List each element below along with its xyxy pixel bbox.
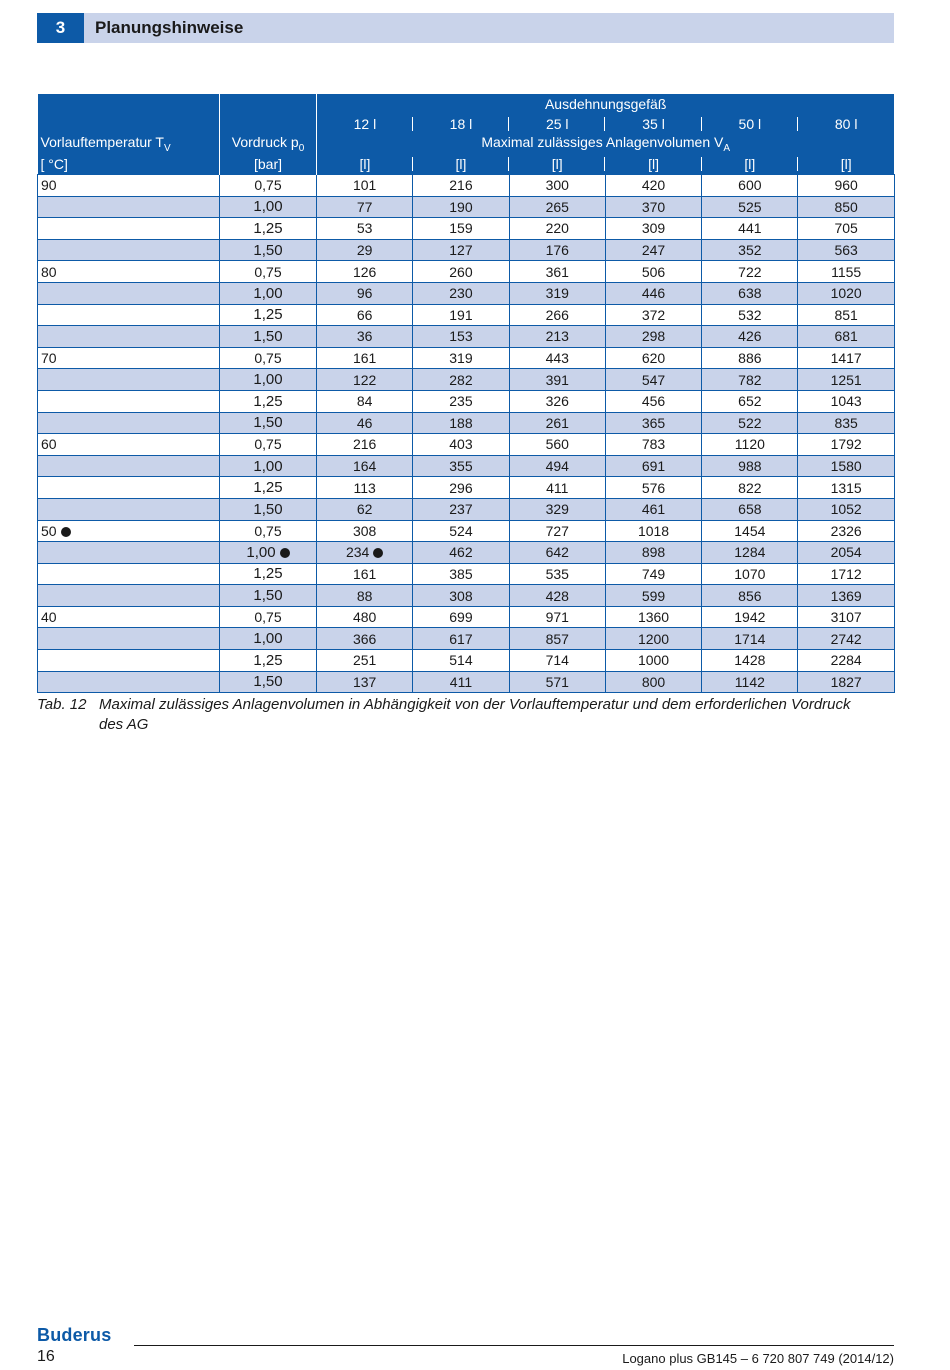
volume-cell: 66 xyxy=(317,304,413,326)
volume-cell: 1142 xyxy=(702,671,798,693)
table-row xyxy=(38,175,895,197)
volume-cell: 372 xyxy=(605,304,701,326)
temp-unit: [ °C] xyxy=(38,154,220,175)
table-row xyxy=(38,304,895,326)
volume-cell: 971 xyxy=(509,606,605,628)
volume-cell: 161 xyxy=(317,347,413,369)
volume-cell: 126 xyxy=(317,261,413,283)
temperature-cell: 70 xyxy=(38,347,220,369)
expansion-vessel-table xyxy=(37,94,895,693)
volume-cell: 494 xyxy=(509,455,605,477)
vessel-size: 25 l xyxy=(509,114,605,134)
volume-cell: 127 xyxy=(413,239,509,261)
volume-cell: 113 xyxy=(317,477,413,499)
volume-cell: 282 xyxy=(413,369,509,391)
table-row xyxy=(38,412,895,434)
volume-unit: [l] xyxy=(702,154,798,175)
volume-cell: 1315 xyxy=(798,477,894,499)
pressure-cell: 1,25 xyxy=(220,304,317,326)
temp-column-header: Vorlauftemperatur $T_V$ xyxy=(38,134,220,154)
volume-unit: [l] xyxy=(509,154,605,175)
volume-cell: 1284 xyxy=(702,542,798,564)
volume-cell: 714 xyxy=(509,650,605,672)
volume-cell: 456 xyxy=(605,390,701,412)
volume-cell: 727 xyxy=(509,520,605,542)
volume-cell: 443 xyxy=(509,347,605,369)
table-row xyxy=(38,671,895,693)
volume-cell: 420 xyxy=(605,175,701,197)
volume-cell: 461 xyxy=(605,498,701,520)
chapter-number: 3 xyxy=(37,13,84,43)
volume-cell: 705 xyxy=(798,218,894,240)
header-row-units xyxy=(38,154,895,175)
volume-cell: 1052 xyxy=(798,498,894,520)
volume-cell: 851 xyxy=(798,304,894,326)
volume-cell: 522 xyxy=(702,412,798,434)
volume-cell: 822 xyxy=(702,477,798,499)
volume-cell: 749 xyxy=(605,563,701,585)
pressure-cell: 1,50 xyxy=(220,585,317,607)
pressure-cell: 0,75 xyxy=(220,261,317,283)
volume-cell: 1428 xyxy=(702,650,798,672)
volume-cell: 261 xyxy=(509,412,605,434)
pressure-cell: 0,75 xyxy=(220,175,317,197)
volume-cell: 886 xyxy=(702,347,798,369)
volume-cell: 385 xyxy=(413,563,509,585)
table-row xyxy=(38,347,895,369)
volume-cell: 235 xyxy=(413,390,509,412)
volume-cell: 560 xyxy=(509,434,605,456)
volume-unit: [l] xyxy=(317,154,413,175)
volume-cell: 191 xyxy=(413,304,509,326)
volume-unit: [l] xyxy=(798,154,894,175)
volume-cell: 370 xyxy=(605,196,701,218)
volume-cell: 411 xyxy=(509,477,605,499)
pressure-cell: 1,50 xyxy=(220,498,317,520)
volume-cell: 1043 xyxy=(798,390,894,412)
pressure-cell: 1,25 xyxy=(220,218,317,240)
table-row xyxy=(38,606,895,628)
volume-cell: 77 xyxy=(317,196,413,218)
pressure-cell: 0,75 xyxy=(220,606,317,628)
caption-label: Tab. 12 xyxy=(37,696,87,713)
caption-text: Maximal zulässiges Anlagenvolumen in Abhängigkeit von der Vorlauftemperatur und dem erforderlichen Vordruck xyxy=(99,696,851,713)
table-row xyxy=(38,434,895,456)
volume-cell: 1454 xyxy=(702,520,798,542)
volume-cell: 658 xyxy=(702,498,798,520)
volume-cell: 176 xyxy=(509,239,605,261)
volume-cell: 782 xyxy=(702,369,798,391)
table-row xyxy=(38,390,895,412)
temperature-cell: 60 xyxy=(38,434,220,456)
volume-cell: 571 xyxy=(509,671,605,693)
pressure-cell: 1,25 xyxy=(220,650,317,672)
volume-cell: 2284 xyxy=(798,650,894,672)
volume-cell: 547 xyxy=(605,369,701,391)
header-row-sizes xyxy=(38,114,895,134)
pressure-cell: 1,00 xyxy=(220,542,317,564)
volume-cell: 2742 xyxy=(798,628,894,650)
pressure-unit: [bar] xyxy=(220,154,317,175)
volume-cell: 1417 xyxy=(798,347,894,369)
table-body xyxy=(38,175,895,693)
temperature-cell: 40 xyxy=(38,606,220,628)
volume-cell: 391 xyxy=(509,369,605,391)
pressure-cell: 1,00 xyxy=(220,628,317,650)
volume-cell: 1070 xyxy=(702,563,798,585)
group-header: Ausdehnungsgefäß xyxy=(317,94,895,114)
pressure-cell: 1,00 xyxy=(220,369,317,391)
volume-cell: 352 xyxy=(702,239,798,261)
pressure-cell: 1,50 xyxy=(220,671,317,693)
temperature-cell xyxy=(38,455,220,477)
volume-cell: 576 xyxy=(605,477,701,499)
volume-cell: 234 xyxy=(317,542,413,564)
temperature-cell xyxy=(38,218,220,240)
pressure-column-header: Vordruck $p_0$ xyxy=(220,134,317,154)
document-reference: Logano plus GB145 – 6 720 807 749 (2014/12) xyxy=(622,1351,894,1366)
volume-cell: 722 xyxy=(702,261,798,283)
temperature-cell xyxy=(38,628,220,650)
volume-cell: 642 xyxy=(509,542,605,564)
pressure-cell: 0,75 xyxy=(220,520,317,542)
temperature-cell xyxy=(38,326,220,348)
volume-cell: 300 xyxy=(509,175,605,197)
temperature-cell xyxy=(38,671,220,693)
table-row xyxy=(38,650,895,672)
volume-cell: 137 xyxy=(317,671,413,693)
volume-cell: 617 xyxy=(413,628,509,650)
table-row xyxy=(38,542,895,564)
volume-cell: 216 xyxy=(413,175,509,197)
vessel-size: 18 l xyxy=(413,114,509,134)
table-row xyxy=(38,455,895,477)
temperature-cell xyxy=(38,542,220,564)
temperature-cell xyxy=(38,412,220,434)
volume-cell: 96 xyxy=(317,282,413,304)
volume-cell: 988 xyxy=(702,455,798,477)
header-row-labels xyxy=(38,134,895,154)
volume-cell: 159 xyxy=(413,218,509,240)
table-row xyxy=(38,326,895,348)
volume-cell: 1792 xyxy=(798,434,894,456)
volume-cell: 411 xyxy=(413,671,509,693)
volume-header: Maximal zulässiges Anlagenvolumen $V_A$ xyxy=(317,134,895,154)
table-row xyxy=(38,563,895,585)
caption-text-continued: des AG xyxy=(99,716,149,733)
temperature-cell: 90 xyxy=(38,175,220,197)
temperature-cell xyxy=(38,390,220,412)
volume-cell: 428 xyxy=(509,585,605,607)
volume-cell: 3107 xyxy=(798,606,894,628)
volume-cell: 190 xyxy=(413,196,509,218)
volume-cell: 563 xyxy=(798,239,894,261)
temperature-cell xyxy=(38,650,220,672)
volume-cell: 164 xyxy=(317,455,413,477)
volume-cell: 506 xyxy=(605,261,701,283)
volume-cell: 308 xyxy=(317,520,413,542)
volume-cell: 366 xyxy=(317,628,413,650)
volume-unit: [l] xyxy=(413,154,509,175)
pressure-cell: 1,50 xyxy=(220,412,317,434)
volume-cell: 681 xyxy=(798,326,894,348)
temperature-cell xyxy=(38,282,220,304)
temperature-cell xyxy=(38,477,220,499)
temperature-cell xyxy=(38,585,220,607)
chapter-header xyxy=(37,13,894,43)
volume-cell: 220 xyxy=(509,218,605,240)
volume-cell: 1714 xyxy=(702,628,798,650)
volume-cell: 835 xyxy=(798,412,894,434)
volume-cell: 403 xyxy=(413,434,509,456)
temperature-cell xyxy=(38,196,220,218)
chapter-title: Planungshinweise xyxy=(95,18,244,37)
vessel-size: 50 l xyxy=(702,114,798,134)
table-row xyxy=(38,218,895,240)
volume-cell: 101 xyxy=(317,175,413,197)
vessel-size: 35 l xyxy=(605,114,701,134)
pressure-cell: 0,75 xyxy=(220,347,317,369)
volume-cell: 251 xyxy=(317,650,413,672)
volume-cell: 850 xyxy=(798,196,894,218)
pressure-cell: 1,25 xyxy=(220,390,317,412)
pressure-cell: 1,00 xyxy=(220,282,317,304)
volume-cell: 309 xyxy=(605,218,701,240)
volume-cell: 1369 xyxy=(798,585,894,607)
volume-cell: 1155 xyxy=(798,261,894,283)
volume-cell: 237 xyxy=(413,498,509,520)
page-number: 16 xyxy=(37,1348,55,1365)
table-row xyxy=(38,628,895,650)
volume-cell: 1712 xyxy=(798,563,894,585)
volume-cell: 532 xyxy=(702,304,798,326)
bullet-marker-icon xyxy=(61,527,71,537)
volume-cell: 1020 xyxy=(798,282,894,304)
volume-cell: 480 xyxy=(317,606,413,628)
temperature-cell xyxy=(38,304,220,326)
temperature-cell xyxy=(38,563,220,585)
volume-cell: 329 xyxy=(509,498,605,520)
table-row xyxy=(38,477,895,499)
footer-divider xyxy=(134,1345,894,1346)
table-caption xyxy=(37,695,894,735)
pressure-cell: 1,00 xyxy=(220,455,317,477)
volume-cell: 355 xyxy=(413,455,509,477)
volume-cell: 514 xyxy=(413,650,509,672)
bullet-marker-icon xyxy=(280,548,290,558)
volume-cell: 319 xyxy=(413,347,509,369)
volume-cell: 62 xyxy=(317,498,413,520)
volume-cell: 266 xyxy=(509,304,605,326)
volume-cell: 1580 xyxy=(798,455,894,477)
table-row xyxy=(38,520,895,542)
volume-cell: 446 xyxy=(605,282,701,304)
volume-cell: 46 xyxy=(317,412,413,434)
volume-cell: 599 xyxy=(605,585,701,607)
volume-cell: 122 xyxy=(317,369,413,391)
volume-cell: 365 xyxy=(605,412,701,434)
table-row xyxy=(38,196,895,218)
buderus-logo: Buderus xyxy=(37,1325,112,1345)
volume-cell: 1018 xyxy=(605,520,701,542)
volume-cell: 161 xyxy=(317,563,413,585)
volume-cell: 620 xyxy=(605,347,701,369)
table-row xyxy=(38,282,895,304)
volume-cell: 1000 xyxy=(605,650,701,672)
bullet-marker-icon xyxy=(373,548,383,558)
volume-cell: 524 xyxy=(413,520,509,542)
volume-cell: 1200 xyxy=(605,628,701,650)
volume-cell: 1827 xyxy=(798,671,894,693)
pressure-cell: 1,50 xyxy=(220,239,317,261)
volume-cell: 230 xyxy=(413,282,509,304)
volume-cell: 2054 xyxy=(798,542,894,564)
table-row xyxy=(38,369,895,391)
volume-cell: 265 xyxy=(509,196,605,218)
volume-cell: 53 xyxy=(317,218,413,240)
pressure-cell: 1,25 xyxy=(220,477,317,499)
table-row xyxy=(38,239,895,261)
volume-cell: 36 xyxy=(317,326,413,348)
volume-cell: 1120 xyxy=(702,434,798,456)
volume-cell: 319 xyxy=(509,282,605,304)
volume-cell: 960 xyxy=(798,175,894,197)
pressure-cell: 1,00 xyxy=(220,196,317,218)
volume-cell: 800 xyxy=(605,671,701,693)
volume-cell: 298 xyxy=(605,326,701,348)
volume-cell: 441 xyxy=(702,218,798,240)
temperature-cell xyxy=(38,239,220,261)
volume-cell: 898 xyxy=(605,542,701,564)
temperature-cell: 50 xyxy=(38,520,220,542)
volume-cell: 88 xyxy=(317,585,413,607)
vessel-size: 80 l xyxy=(798,114,894,134)
volume-cell: 213 xyxy=(509,326,605,348)
volume-cell: 361 xyxy=(509,261,605,283)
volume-cell: 296 xyxy=(413,477,509,499)
volume-cell: 691 xyxy=(605,455,701,477)
header-row-group xyxy=(38,94,895,114)
volume-cell: 216 xyxy=(317,434,413,456)
volume-cell: 535 xyxy=(509,563,605,585)
volume-cell: 638 xyxy=(702,282,798,304)
volume-cell: 326 xyxy=(509,390,605,412)
volume-cell: 260 xyxy=(413,261,509,283)
volume-cell: 783 xyxy=(605,434,701,456)
vessel-size: 12 l xyxy=(317,114,413,134)
pressure-cell: 0,75 xyxy=(220,434,317,456)
pressure-cell: 1,50 xyxy=(220,326,317,348)
volume-cell: 525 xyxy=(702,196,798,218)
volume-cell: 699 xyxy=(413,606,509,628)
volume-cell: 462 xyxy=(413,542,509,564)
volume-cell: 1360 xyxy=(605,606,701,628)
table-row xyxy=(38,498,895,520)
pressure-cell: 1,25 xyxy=(220,563,317,585)
temperature-cell xyxy=(38,498,220,520)
table-row xyxy=(38,261,895,283)
volume-cell: 856 xyxy=(702,585,798,607)
volume-cell: 1942 xyxy=(702,606,798,628)
volume-cell: 857 xyxy=(509,628,605,650)
volume-cell: 308 xyxy=(413,585,509,607)
table-row xyxy=(38,585,895,607)
volume-cell: 247 xyxy=(605,239,701,261)
volume-cell: 652 xyxy=(702,390,798,412)
volume-cell: 1251 xyxy=(798,369,894,391)
volume-cell: 188 xyxy=(413,412,509,434)
volume-cell: 153 xyxy=(413,326,509,348)
volume-cell: 84 xyxy=(317,390,413,412)
temperature-cell xyxy=(38,369,220,391)
volume-cell: 2326 xyxy=(798,520,894,542)
volume-cell: 29 xyxy=(317,239,413,261)
temperature-cell: 80 xyxy=(38,261,220,283)
volume-unit: [l] xyxy=(605,154,701,175)
volume-cell: 426 xyxy=(702,326,798,348)
volume-cell: 600 xyxy=(702,175,798,197)
